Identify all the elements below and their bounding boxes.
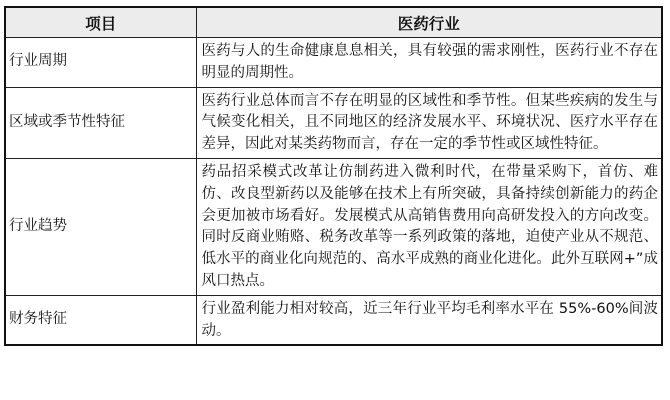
header-row	[5, 7, 662, 38]
row-text: 医药与人的生命健康息息相关，具有较强的需求刚性，医药行业不存在明显的周期性。	[196, 38, 662, 88]
row-text: 行业盈利能力相对较高，近三年行业平均毛利率水平在 55%-60%间波动。	[196, 295, 662, 345]
table-row	[5, 295, 662, 345]
row-label: 行业趋势	[5, 158, 196, 295]
table-row	[5, 87, 662, 158]
row-label: 区域或季节性特征	[5, 87, 196, 158]
row-label: 行业周期	[5, 38, 196, 88]
header-item: 项目	[5, 7, 196, 38]
row-text: 药品招采模式改革让仿制药进入微利时代，在带量采购下，首仿、难仿、改良型新药以及能够在技术上有所突破，具备持续创新能力的药企会更加被市场看好。发展模式从高销售费用向高研发投入的方向改变。同时反商业贿赂、税务改革等一系列政策的落地，迫使产业从不规范、低水平的商业化向规范的、高水平成熟的商业化进化。此外互联网+”成风口热点。	[196, 158, 662, 295]
industry-table	[4, 6, 663, 346]
table-row	[5, 38, 662, 88]
header-industry: 医药行业	[196, 7, 662, 38]
table-row	[5, 158, 662, 295]
row-text: 医药行业总体而言不存在明显的区域性和季节性。但某些疾病的发生与气候变化相关，且不同地区的经济发展水平、环境状况、医疗水平存在差异，因此对某类药物而言，存在一定的季节性或区域性特征。	[196, 87, 662, 158]
row-label: 财务特征	[5, 295, 196, 345]
